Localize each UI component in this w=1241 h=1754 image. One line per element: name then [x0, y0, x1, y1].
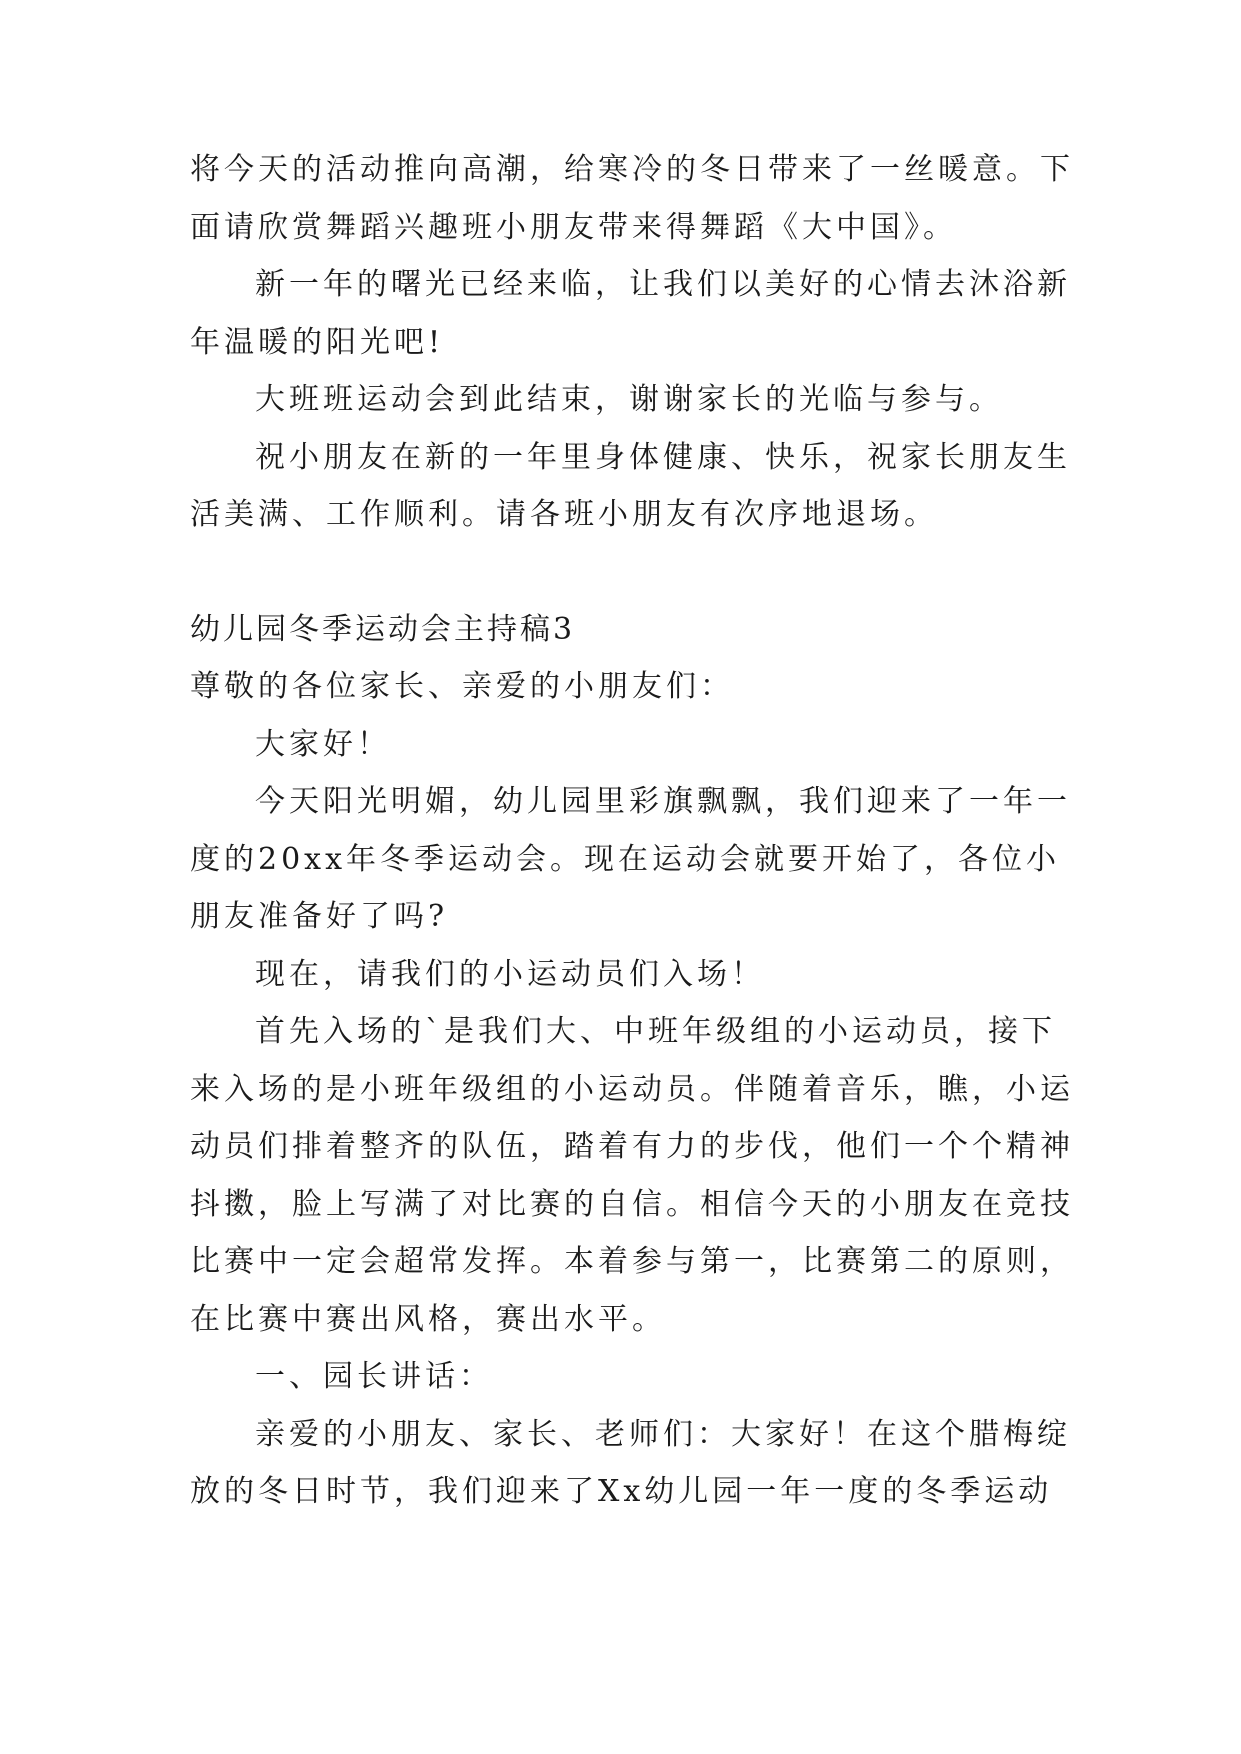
paragraph-line: 比赛中一定会超常发挥。本着参与第一，比赛第二的原则， — [190, 1244, 1074, 1279]
paragraph-line: 活美满、工作顺利。请各班小朋友有次序地退场。 — [190, 497, 938, 532]
paragraph-line: 祝小朋友在新的一年里身体健康、快乐，祝家长朋友生 — [255, 440, 1071, 475]
paragraph-line: 亲爱的小朋友、家长、老师们：大家好！在这个腊梅绽 — [255, 1417, 1071, 1452]
paragraph-line: 度的20xx年冬季运动会。现在运动会就要开始了，各位小 — [190, 842, 1061, 877]
section-heading: 幼儿园冬季运动会主持稿3 — [190, 612, 576, 647]
paragraph-line: 面请欣赏舞蹈兴趣班小朋友带来得舞蹈《大中国》。 — [190, 210, 957, 245]
paragraph-line: 一、园长讲话： — [255, 1359, 493, 1394]
paragraph-line: 放的冬日时节，我们迎来了Xx幼儿园一年一度的冬季运动 — [190, 1474, 1053, 1509]
paragraph-line: 在比赛中赛出风格，赛出水平。 — [190, 1302, 666, 1337]
paragraph-line: 今天阳光明媚，幼儿园里彩旗飘飘，我们迎来了一年一 — [255, 784, 1071, 819]
paragraph-line: 首先入场的`是我们大、中班年级组的小运动员，接下 — [255, 1014, 1056, 1049]
paragraph-line: 来入场的是小班年级组的小运动员。伴随着音乐，瞧，小运 — [190, 1072, 1074, 1107]
paragraph-line: 动员们排着整齐的队伍，踏着有力的步伐，他们一个个精神 — [190, 1129, 1074, 1164]
paragraph-line: 大家好！ — [255, 727, 391, 762]
paragraph-line: 朋友准备好了吗? — [190, 899, 449, 934]
paragraph-line: 将今天的活动推向高潮，给寒冷的冬日带来了一丝暖意。下 — [190, 152, 1074, 187]
paragraph-line: 年温暖的阳光吧! — [190, 325, 445, 360]
paragraph-line: 新一年的曙光已经来临，让我们以美好的心情去沐浴新 — [255, 267, 1071, 302]
paragraph-line: 现在，请我们的小运动员们入场！ — [255, 957, 765, 992]
paragraph-line: 抖擞，脸上写满了对比赛的自信。相信今天的小朋友在竞技 — [190, 1187, 1074, 1222]
paragraph-line: 大班班运动会到此结束，谢谢家长的光临与参与。 — [255, 382, 1003, 417]
salutation-line: 尊敬的各位家长、亲爱的小朋友们： — [190, 669, 734, 704]
